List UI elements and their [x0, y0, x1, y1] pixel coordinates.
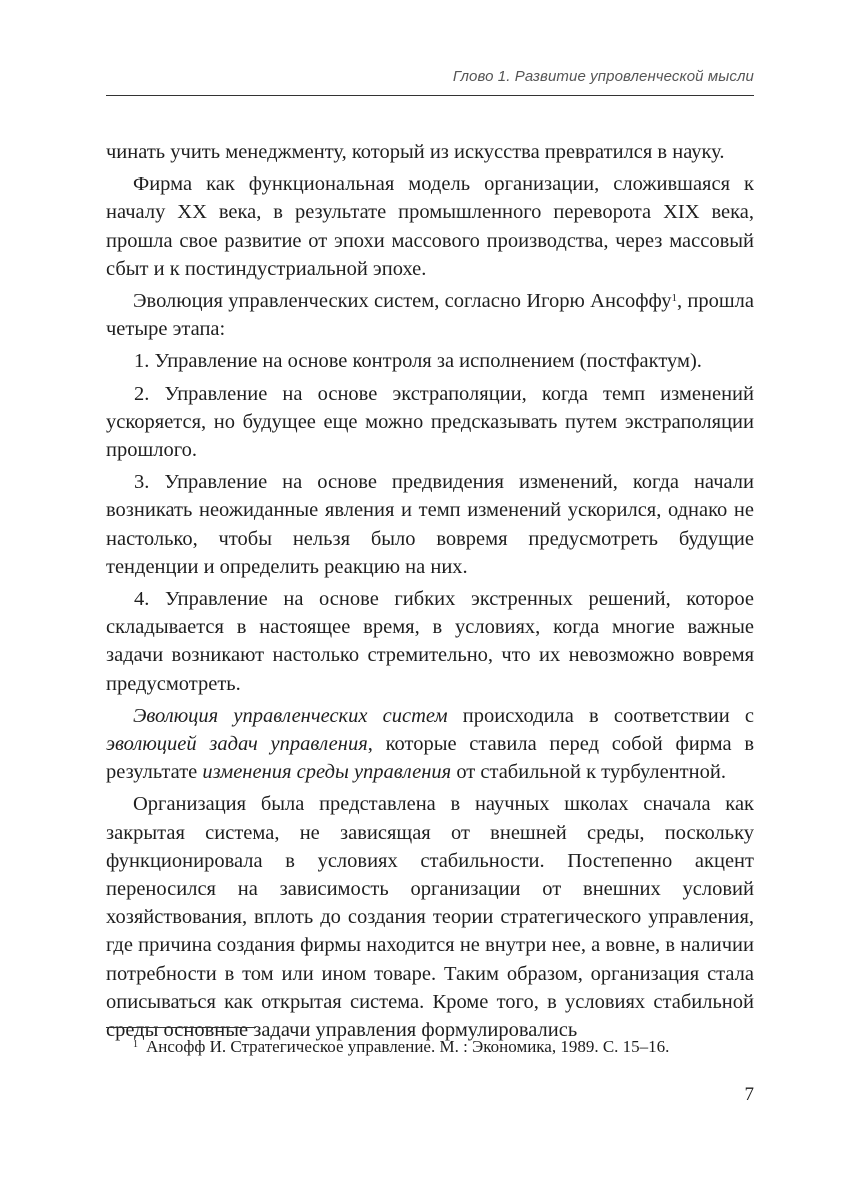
footnote-reference: 1: [671, 292, 677, 305]
paragraph-text: , которые ставила перед собой фирма в результате: [106, 733, 754, 784]
paragraph-text: от стабильной к турбулентной.: [451, 761, 726, 784]
footnote-text: Ансофф И. Стратегическое управление. М. : Экономика, 1989. С. 15–16.: [146, 1037, 670, 1056]
list-item: 4. Управление на основе гибких экстренных решений, которое складывается в настоящее время, в условиях, когда многие важные задачи возникают настолько стремительно, что их невозможно вовремя предусмотреть.: [106, 588, 754, 695]
italic-term: эволюцией задач управления: [106, 733, 368, 756]
paragraph-firm: Фирма как функциональная модель организации, сложившаяся к началу XX века, в результате промышленного переворота XIX века, прошла свое развитие от эпохи массового производства, через массовый сбыт и к постиндустриальной эпохе.: [106, 173, 754, 280]
paragraph-ansoff: Эволюция управленческих систем, согласно Игорю Ансоффу$^1$, прошла четыре этапа:: [106, 290, 755, 341]
list-item: 1. Управление на основе контроля за исполнением (постфактум).: [134, 350, 702, 373]
running-head: Глово 1. Развитие упровленческой мысли: [452, 68, 754, 85]
paragraph-organization: Организация была представлена в научных школах сначала как закрытая система, не зависящая от внешней среды, поскольку функционировала в условиях стабильности. Постепенно акцент переносился на зависимость организации от внешних условий хозяйствования, вплоть до создания теории стратегического управления, где причина создания фирмы находится не внутри нее, а вовне, в наличии потребности в том или ином товаре. Таким образом, организация стала описываться как открытая система. Кроме того, в условиях стабильной среды основные задачи управления формулировались: [106, 793, 754, 1042]
list-item: 3. Управление на основе предвидения изменений, когда начали возникать неожиданные явления и темп изменений ускорился, однако не настолько, чтобы нельзя было вовремя предусмотреть будущие тенденции и определить реакцию на них.: [106, 471, 754, 578]
paragraph-ansoff-text: Эволюция управленческих систем, согласно Игорю Ансоффу: [133, 290, 672, 313]
paragraph-text: происходила в соответствии с: [447, 704, 755, 727]
italic-term: изменения среды управления: [202, 761, 452, 784]
footnote: [133, 1036, 753, 1058]
paragraph-ansoff-cont: прошла четыре этапа:: [106, 290, 755, 341]
list-item: 2. Управление на основе экстраполяции, когда темп изменений ускоряется, но будущее еще можно предсказывать путем экстраполяции прошлого.: [106, 382, 754, 462]
footnote-number: 1: [133, 1039, 138, 1050]
body-text: [106, 138, 754, 1048]
footnote-rule: [106, 1027, 256, 1028]
header-rule: [106, 95, 754, 96]
paragraph-continuation: чинать учить менеджменту, который из искусства превратился в науку.: [106, 141, 725, 163]
page-number: 7: [744, 1084, 754, 1105]
paragraph-evolution: [106, 702, 754, 787]
italic-term: Эволюция управленческих систем: [133, 704, 448, 727]
